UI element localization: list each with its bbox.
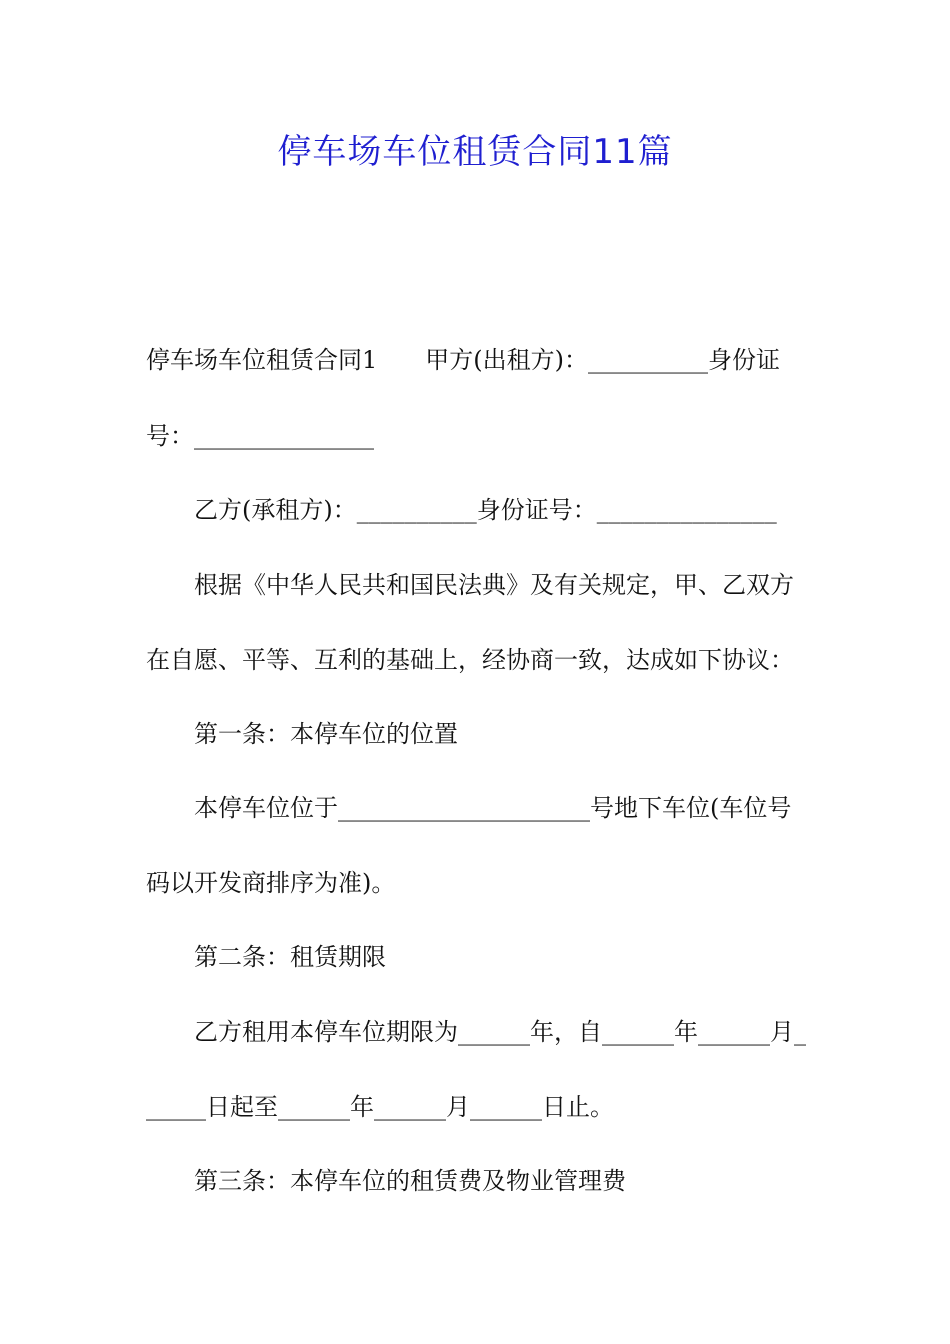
line-contract-heading-party-a: 停车场车位租赁合同1 甲方(出租方)：__________身份证 [146,346,780,374]
line-agreement-basis: 在自愿、平等、互利的基础上，经协商一致，达成如下协议： [146,646,794,674]
line-party-b: 乙方(承租方)：__________身份证号：_______________ [194,496,777,524]
line-parking-location: 本停车位位于_____________________号地下车位(车位号 [194,794,792,822]
line-id-number: 号：_______________ [146,422,374,450]
line-lease-term: 乙方租用本停车位期限为______年，自______年______月_ [194,1018,806,1046]
line-lease-end-date: _____日起至______年______月______日止。 [146,1093,614,1121]
document-title: 停车场车位租赁合同11篇 [277,132,673,172]
line-legal-basis: 根据《中华人民共和国民法典》及有关规定，甲、乙双方 [194,571,794,599]
article-1-heading: 第一条：本停车位的位置 [194,720,458,748]
article-3-heading: 第三条：本停车位的租赁费及物业管理费 [194,1167,626,1195]
line-parking-number-note: 码以开发商排序为准)。 [146,869,396,897]
article-2-heading: 第二条：租赁期限 [194,943,386,971]
